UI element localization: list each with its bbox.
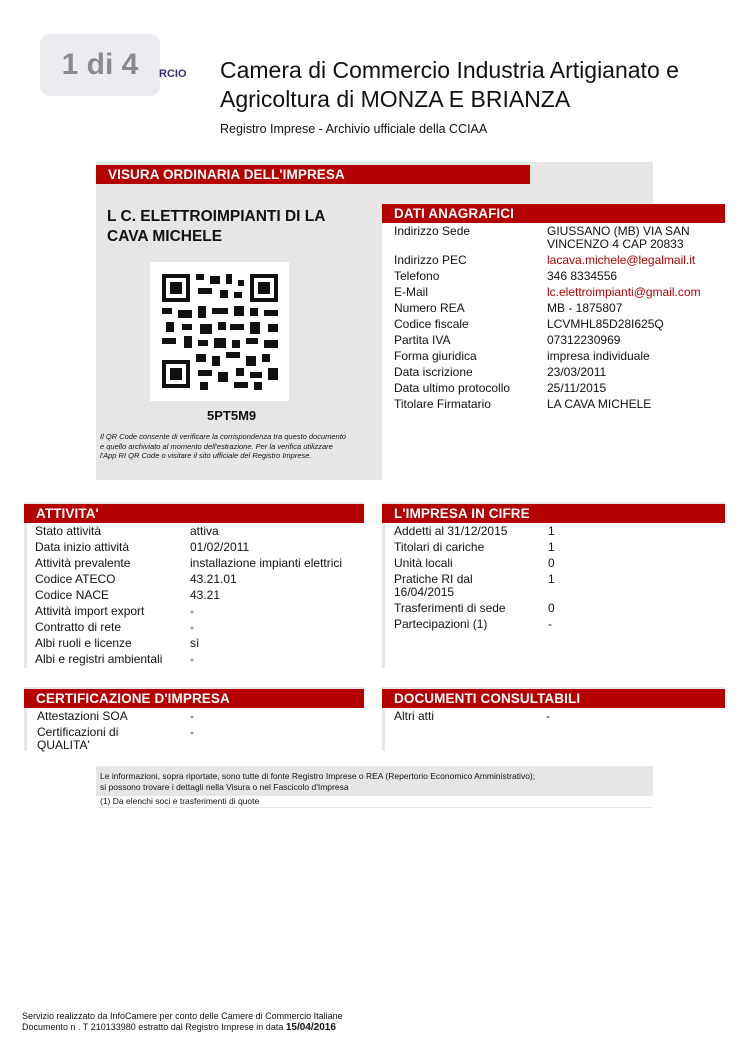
document-title: Camera di Commercio Industria Artigianato e Agricoltura di MONZA E BRIANZA [220, 57, 679, 112]
notes-line-1: Le informazioni, sopra riportate, sono tutte di fonte Registro Imprese o REA (Repertorio Economico Amministrativo); [100, 771, 536, 781]
footer [22, 1011, 343, 1033]
dati-anagrafici-value: impresa individuale [547, 349, 650, 363]
attivita-label: Albi ruoli e licenze [35, 636, 132, 650]
attivita-value: sì [190, 636, 200, 650]
dati-anagrafici-label: Codice fiscale [394, 317, 469, 331]
certificazione-value: - [190, 709, 194, 723]
cifre-label: Addetti al 31/12/2015 [394, 524, 508, 538]
footer-document-number: Documento n . T 210133980 estratto dal Registro Imprese in data [22, 1022, 284, 1032]
cifre-value: 0 [548, 601, 555, 615]
dati-anagrafici-label: Titolare Firmatario [394, 397, 491, 411]
certificazione-heading: CERTIFICAZIONE D'IMPRESA [24, 689, 364, 708]
dati-anagrafici-value: LA CAVA MICHELE [547, 397, 652, 411]
company-name: L C. ELETTROIMPIANTI DI LA CAVA MICHELE [107, 208, 325, 245]
dati-anagrafici-value: 25/11/2015 [547, 381, 607, 395]
dati-anagrafici-label: E-Mail [394, 285, 429, 299]
dati-anagrafici-value: 23/03/2011 [547, 365, 607, 379]
attivita-value: - [190, 604, 194, 618]
cifre-label: Titolari di cariche [394, 540, 485, 554]
attivita-label: Stato attività [35, 524, 102, 538]
cifre-label: Trasferimenti di sede [394, 601, 506, 615]
visura-heading: VISURA ORDINARIA DELL'IMPRESA [96, 165, 530, 184]
dati-anagrafici-value: LCVMHL85D28I625Q [547, 317, 664, 331]
dati-anagrafici-label: Partita IVA [394, 333, 451, 347]
attivita-value: - [190, 652, 194, 666]
qr-code-text: 5PT5M9 [207, 408, 257, 423]
cifre-label: Unità locali [394, 556, 453, 570]
attivita-label: Albi e registri ambientali [35, 652, 163, 666]
dati-anagrafici-label: Telefono [394, 269, 440, 283]
footer-line-1: Servizio realizzato da InfoCamere per conto delle Camere di Commercio Italiane [22, 1011, 343, 1021]
dati-anagrafici-value[interactable]: lc.elettroimpianti@gmail.com [547, 285, 701, 299]
attivita-label: Data inizio attività [35, 540, 130, 554]
cifre-value: 1 [548, 524, 555, 538]
cifre-value: - [548, 617, 552, 631]
attivita-value: - [190, 620, 194, 634]
dati-anagrafici-label: Indirizzo Sede [394, 224, 471, 238]
certificazione-label: Certificazioni di QUALITA' [37, 725, 119, 752]
attivita-value: 01/02/2011 [190, 540, 250, 554]
dati-anagrafici-label: Numero REA [394, 301, 465, 315]
footer-date: 15/04/2016 [285, 1022, 336, 1033]
attivita-label: Codice NACE [35, 588, 110, 602]
certificazione-label: Attestazioni SOA [37, 709, 128, 723]
chamber-logo-fragment: RCIO [159, 68, 187, 80]
qr-note: Il QR Code consente di verificare la corrispondenza tra questo documento e quello archiviato al momento dell'estrazione. Per la verifica utilizzare l'App RI QR Code o visitare il sito ufficiale del Registro Imprese. [100, 432, 346, 460]
page-indicator-badge: 1 di 4 [40, 34, 160, 96]
qr-code-icon [150, 262, 289, 401]
attivita-label: Attività prevalente [35, 556, 131, 570]
attivita-value: attiva [190, 524, 219, 538]
notes-line-2: si possono trovare i dettagli nella Visura o nel Fascicolo d'Impresa [100, 782, 349, 792]
dati-anagrafici-label: Data ultimo protocollo [394, 381, 511, 395]
attivita-value: 43.21.01 [190, 572, 237, 586]
dati-anagrafici-value: GIUSSANO (MB) VIA SAN VINCENZO 4 CAP 20833 [547, 224, 690, 251]
dati-anagrafici-value: MB - 1875807 [547, 301, 623, 315]
attivita-label: Contratto di rete [35, 620, 122, 634]
dati-anagrafici-value: 346 8334556 [547, 269, 618, 283]
cifre-label: Pratiche RI dal 16/04/2015 [394, 572, 473, 599]
dati-anagrafici-label: Data iscrizione [394, 365, 473, 379]
attivita-label: Attività import export [35, 604, 145, 618]
dati-anagrafici-heading: DATI ANAGRAFICI [382, 204, 725, 223]
dati-anagrafici-value[interactable]: lacava.michele@legalmail.it [547, 253, 696, 267]
attivita-label: Codice ATECO [35, 572, 116, 586]
document-subtitle: Registro Imprese - Archivio ufficiale della CCIAA [220, 122, 488, 136]
documenti-value: - [546, 709, 550, 723]
dati-anagrafici-value: 07312230969 [547, 333, 621, 347]
documenti-label: Altri atti [394, 709, 435, 723]
attivita-value: installazione impianti elettrici [190, 556, 343, 570]
dati-anagrafici-label: Forma giuridica [394, 349, 477, 363]
cifre-value: 1 [548, 540, 555, 554]
notes-line-3: (1) Da elenchi soci e trasferimenti di quote [96, 796, 653, 807]
attivita-heading: ATTIVITA' [24, 504, 364, 523]
footer-line-2 [22, 1022, 343, 1033]
qr-code-box [150, 262, 289, 401]
dati-anagrafici-label: Indirizzo PEC [394, 253, 467, 267]
documenti-heading: DOCUMENTI CONSULTABILI [382, 689, 725, 708]
cifre-label: Partecipazioni (1) [394, 617, 488, 631]
cifre-heading: L'IMPRESA IN CIFRE [382, 504, 725, 523]
certificazione-value: - [190, 725, 194, 739]
cifre-value: 1 [548, 572, 555, 586]
attivita-value: 43.21 [190, 588, 221, 602]
cifre-value: 0 [548, 556, 555, 570]
